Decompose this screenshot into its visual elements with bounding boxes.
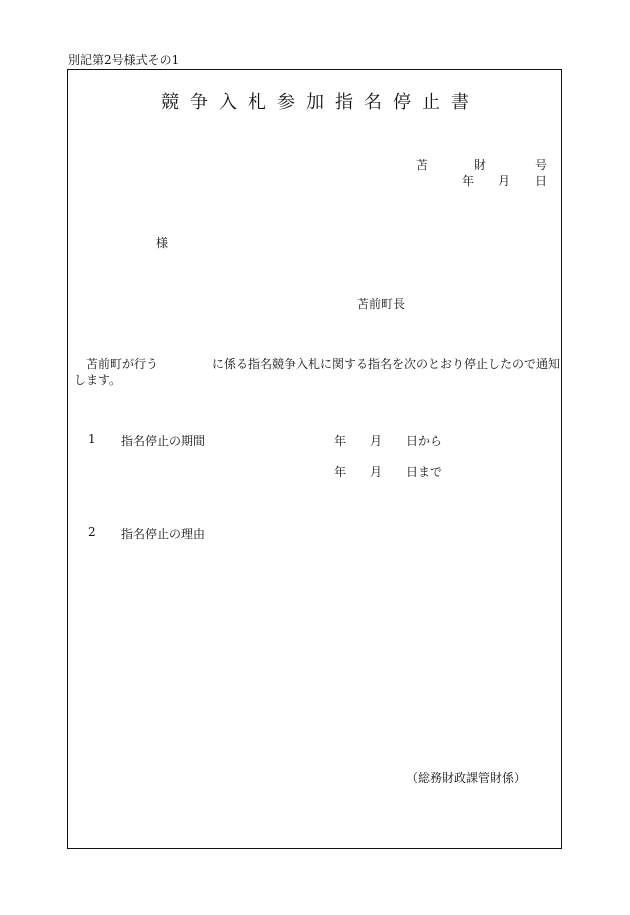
period-to-month: 月	[370, 465, 383, 479]
doc-number-suffix: 号	[535, 158, 548, 172]
doc-number-prefix: 苫	[416, 158, 429, 172]
issue-date-month: 月	[498, 174, 511, 188]
issuer-name: 苫前町長	[357, 297, 406, 311]
issue-date-day: 日	[535, 174, 548, 188]
period-from-year: 年	[334, 434, 347, 448]
item-1-label: 指名停止の期間	[121, 434, 206, 448]
period-from-month: 月	[370, 434, 383, 448]
doc-number-middle: 財	[474, 158, 487, 172]
issue-date-year: 年	[462, 174, 475, 188]
period-to-year: 年	[334, 465, 347, 479]
period-to-day: 日まで	[406, 465, 443, 479]
addressee-suffix: 様	[156, 236, 169, 250]
item-2-label: 指名停止の理由	[121, 527, 206, 541]
footer-note: （総務財政課管財係）	[406, 771, 527, 785]
document-title: 競争入札参加指名停止書	[161, 92, 480, 113]
period-from-day: 日から	[406, 434, 443, 448]
body-part3: します。	[74, 373, 122, 387]
document-frame	[67, 69, 562, 849]
body-text	[74, 356, 560, 388]
item-1-number: 1	[88, 432, 96, 446]
body-part2: に係る指名競争入札に関する指名を次のとおり停止したので通知	[212, 357, 561, 371]
body-part1: 苫前町が行う	[86, 357, 159, 371]
item-2-number: 2	[88, 525, 96, 539]
form-label: 別記第2号様式その1	[68, 53, 180, 67]
